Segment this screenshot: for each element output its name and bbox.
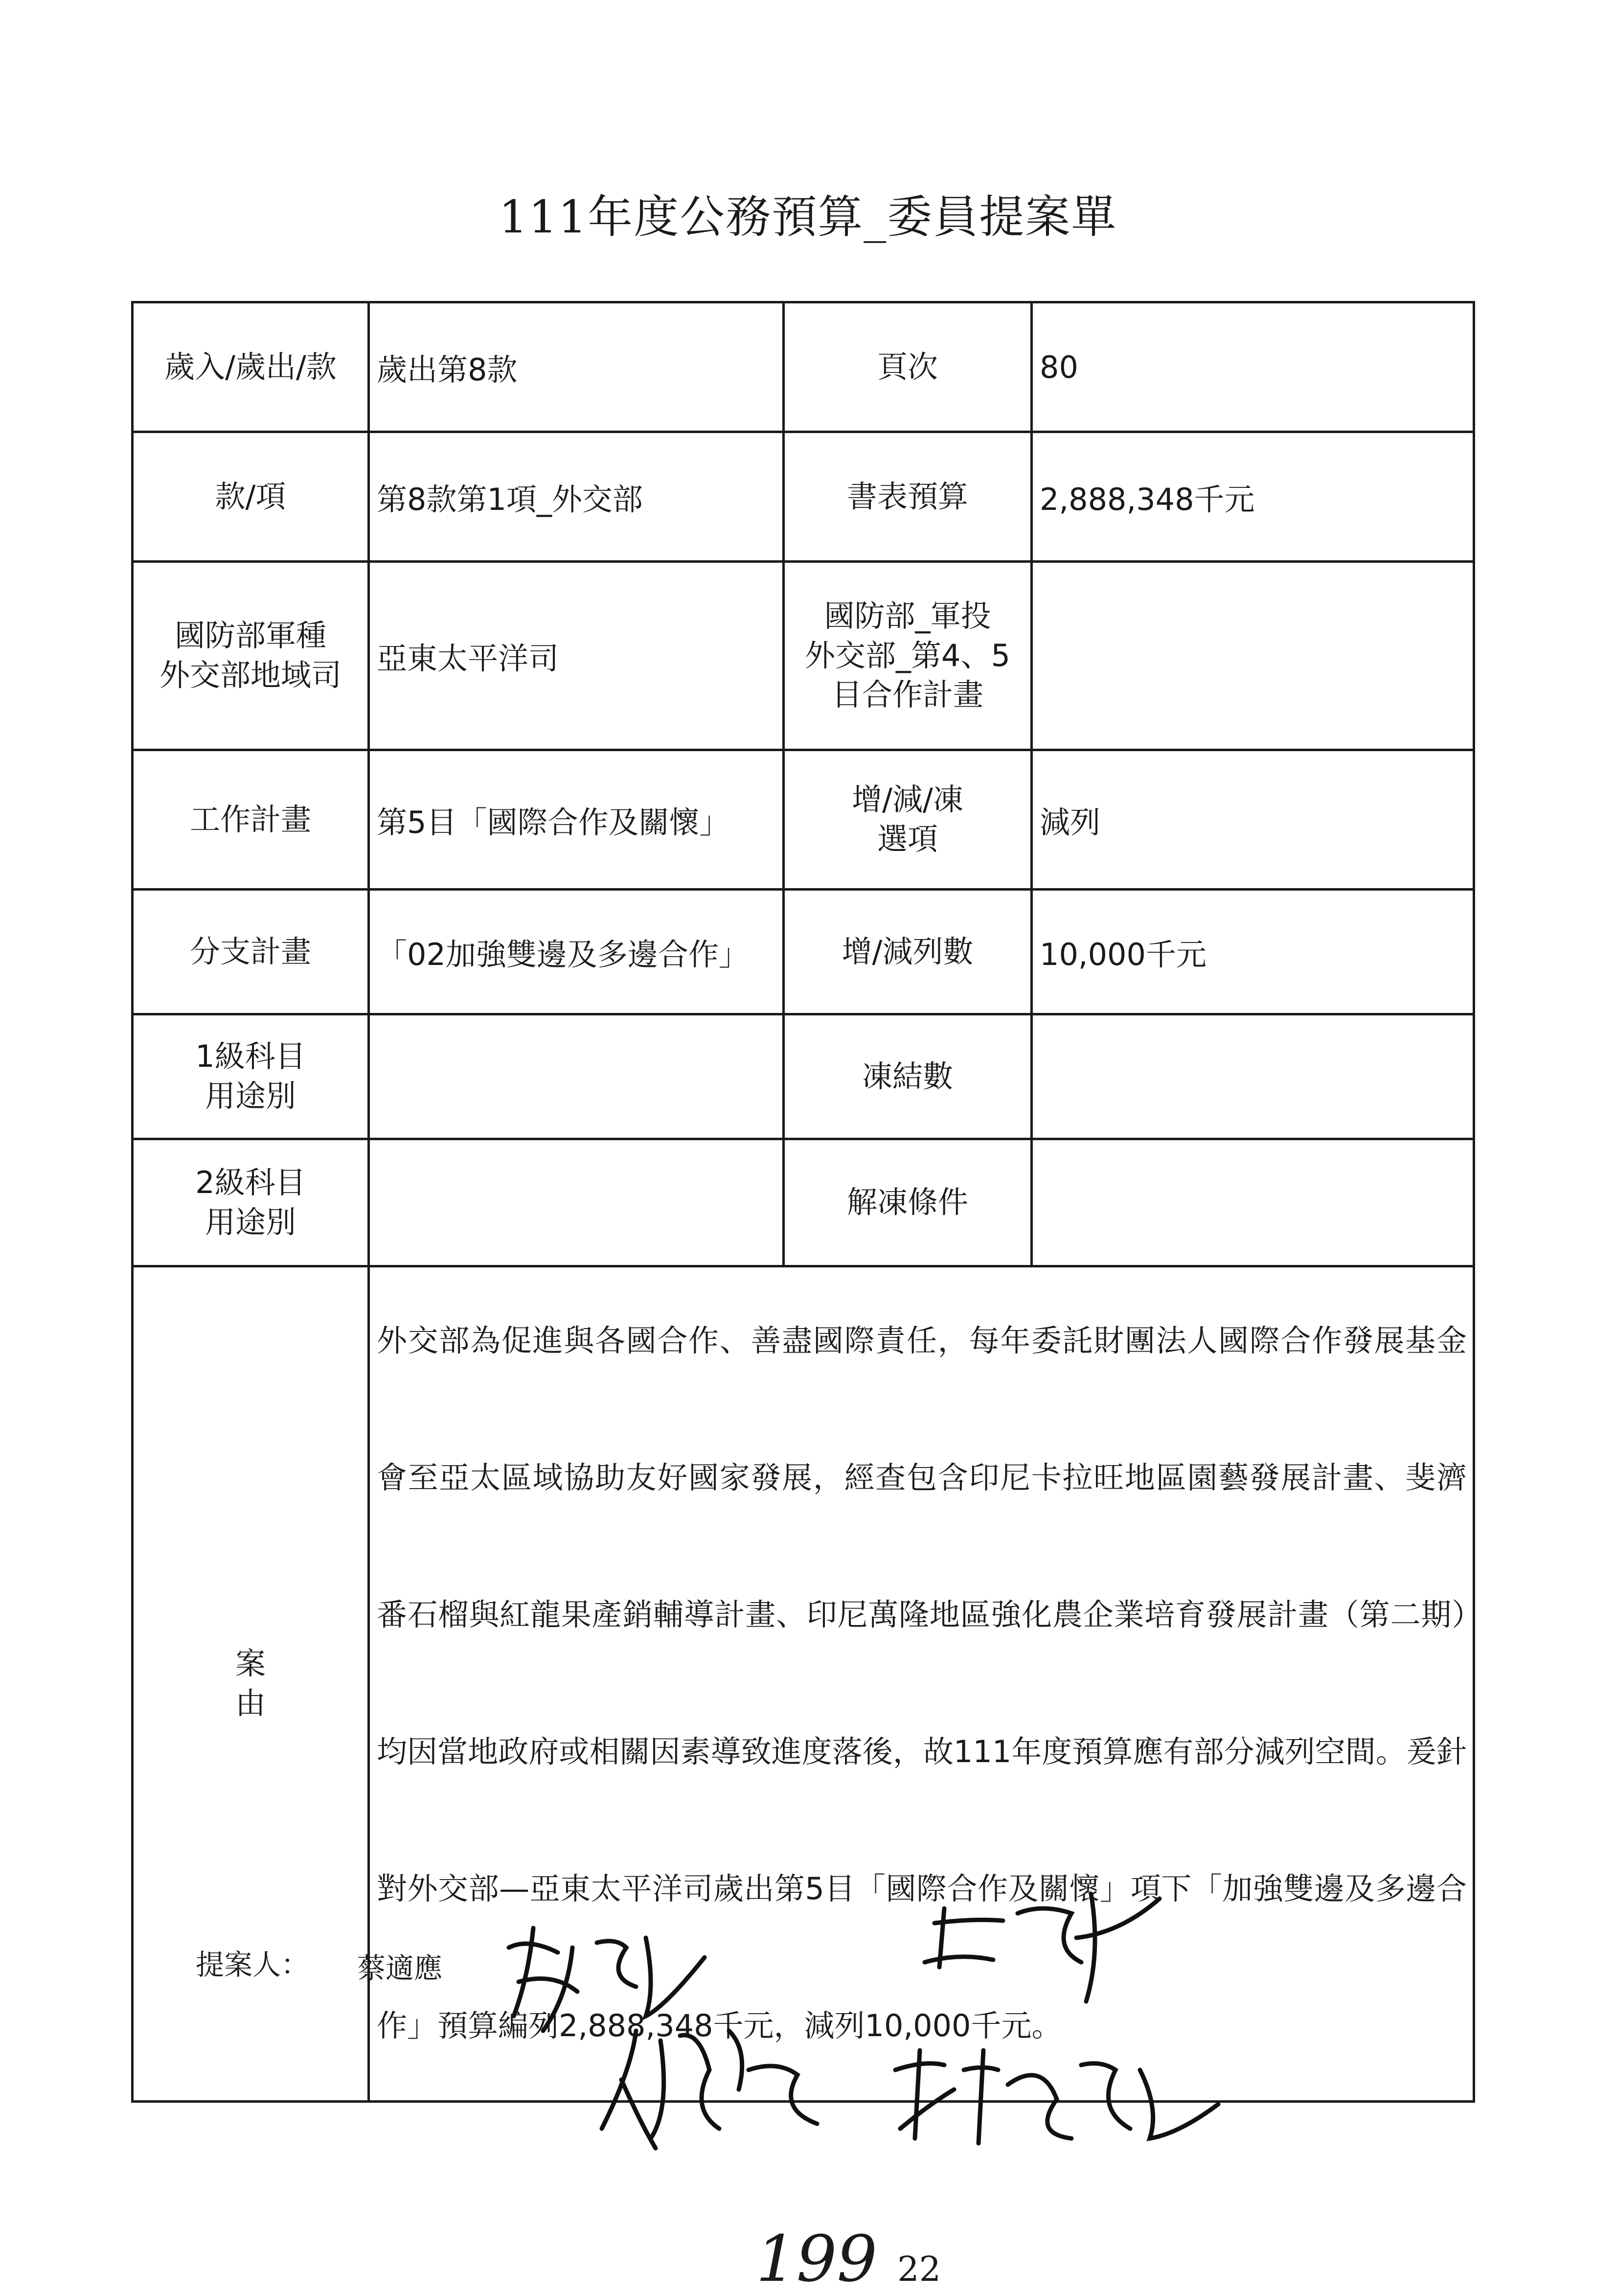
form-row bbox=[133, 562, 1474, 750]
reason-text: 外交部為促進與各國合作、善盡國際責任，每年委託財團法人國際合作發展基金會至亞太區域協助友好國家發展，經查包含印尼卡拉旺地區園藝發展計畫、斐濟番石榴與紅龍果產銷輔導計畫、印尼萬隆地區強化農企業培育發展計畫（第二期）均因當地政府或相關因素導致進度落後，故111年度預算應有部分減列空間。爰針對外交部—亞東太平洋司歲出第5目「國際合作及關懷」項下「加強雙邊及多邊合作」預算編列2,888,348千元，減列10,000千元。 bbox=[369, 1266, 1474, 2102]
page-number-sub: 22 bbox=[897, 2249, 941, 2289]
form-row bbox=[133, 1014, 1474, 1139]
form-row bbox=[133, 432, 1474, 562]
field-value-secondary: 2,888,348千元 bbox=[1032, 432, 1474, 562]
page-title: 111年度公務預算_委員提案單 bbox=[499, 191, 1117, 243]
signature-2 bbox=[915, 1879, 1169, 2045]
form-row bbox=[133, 302, 1474, 432]
field-label-secondary: 凍結數 bbox=[784, 1014, 1032, 1139]
field-value-secondary bbox=[1032, 562, 1474, 750]
field-value: 第5目「國際合作及關懷」 bbox=[369, 750, 784, 890]
field-value-secondary: 80 bbox=[1032, 302, 1474, 432]
proposer-label: 提案人： bbox=[196, 1948, 310, 1981]
field-value-secondary: 10,000千元 bbox=[1032, 890, 1474, 1014]
field-value: 「02加強雙邊及多邊合作」 bbox=[369, 890, 784, 1014]
field-label: 國防部軍種 外交部地域司 bbox=[133, 562, 369, 750]
field-value bbox=[369, 1014, 784, 1139]
field-label-secondary: 增/減/凍 選項 bbox=[784, 750, 1032, 890]
field-label-secondary: 頁次 bbox=[784, 302, 1032, 432]
field-value bbox=[369, 1139, 784, 1266]
reason-row bbox=[133, 1266, 1474, 2102]
form-row bbox=[133, 890, 1474, 1014]
form-row bbox=[133, 1139, 1474, 1266]
field-value-secondary: 減列 bbox=[1032, 750, 1474, 890]
field-label: 1級科目 用途別 bbox=[133, 1014, 369, 1139]
field-value: 歲出第8款 bbox=[369, 302, 784, 432]
signature-3 bbox=[592, 2011, 846, 2158]
form-row bbox=[133, 750, 1474, 890]
field-value: 亞東太平洋司 bbox=[369, 562, 784, 750]
proposer-name: 蔡適應 bbox=[357, 1952, 443, 1985]
field-label: 2級科目 用途別 bbox=[133, 1139, 369, 1266]
field-label: 款/項 bbox=[133, 432, 369, 562]
page-number bbox=[756, 2222, 941, 2296]
field-label: 工作計畫 bbox=[133, 750, 369, 890]
signature-4 bbox=[886, 2031, 1228, 2158]
page-number-main: 199 bbox=[756, 2222, 878, 2296]
reason-label: 案由 bbox=[133, 1266, 369, 2102]
field-label-secondary: 解凍條件 bbox=[784, 1139, 1032, 1266]
field-label-secondary: 國防部_軍投 外交部_第4、5 目合作計畫 bbox=[784, 562, 1032, 750]
field-label-secondary: 書表預算 bbox=[784, 432, 1032, 562]
field-value: 第8款第1項_外交部 bbox=[369, 432, 784, 562]
field-label: 歲入/歲出/款 bbox=[133, 302, 369, 432]
field-value-secondary bbox=[1032, 1014, 1474, 1139]
field-label-secondary: 增/減列數 bbox=[784, 890, 1032, 1014]
proposal-form bbox=[131, 301, 1475, 2103]
field-label: 分支計畫 bbox=[133, 890, 369, 1014]
field-value-secondary bbox=[1032, 1139, 1474, 1266]
